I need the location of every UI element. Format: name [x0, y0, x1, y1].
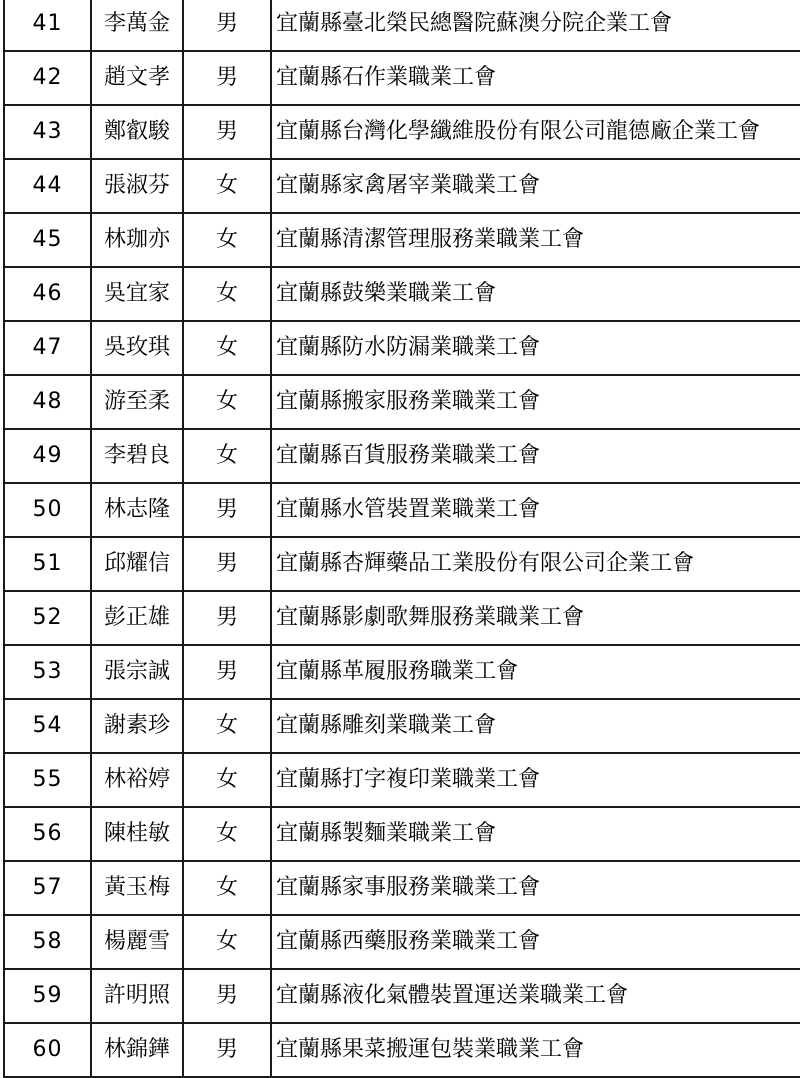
gender-cell: 男 — [183, 0, 271, 51]
gender-cell: 男 — [183, 537, 271, 591]
table-row — [4, 483, 800, 537]
table-row — [4, 591, 800, 645]
gender-cell: 女 — [183, 159, 271, 213]
organization-cell: 宜蘭縣石作業職業工會 — [271, 51, 800, 105]
gender-cell: 男 — [183, 483, 271, 537]
member-name-cell: 陳桂敏 — [91, 807, 183, 861]
organization-cell: 宜蘭縣製麵業職業工會 — [271, 807, 800, 861]
organization-cell: 宜蘭縣水管裝置業職業工會 — [271, 483, 800, 537]
table-row — [4, 699, 800, 753]
organization-cell: 宜蘭縣革履服務職業工會 — [271, 645, 800, 699]
table-row — [4, 375, 800, 429]
row-number-cell: 50 — [4, 483, 91, 537]
organization-cell: 宜蘭縣家禽屠宰業職業工會 — [271, 159, 800, 213]
gender-cell: 女 — [183, 429, 271, 483]
table-row — [4, 537, 800, 591]
row-number-cell: 59 — [4, 969, 91, 1023]
member-name-cell: 吳宜家 — [91, 267, 183, 321]
member-name-cell: 張淑芬 — [91, 159, 183, 213]
organization-cell: 宜蘭縣防水防漏業職業工會 — [271, 321, 800, 375]
member-name-cell: 林裕婷 — [91, 753, 183, 807]
table-body — [4, 0, 800, 1077]
row-number-cell: 57 — [4, 861, 91, 915]
member-name-cell: 李萬金 — [91, 0, 183, 51]
row-number-cell: 48 — [4, 375, 91, 429]
member-name-cell: 林珈亦 — [91, 213, 183, 267]
gender-cell: 男 — [183, 645, 271, 699]
table-row — [4, 753, 800, 807]
organization-cell: 宜蘭縣台灣化學纖維股份有限公司龍德廠企業工會 — [271, 105, 800, 159]
table-row — [4, 267, 800, 321]
table-row — [4, 51, 800, 105]
row-number-cell: 44 — [4, 159, 91, 213]
gender-cell: 男 — [183, 51, 271, 105]
gender-cell: 女 — [183, 807, 271, 861]
member-name-cell: 林志隆 — [91, 483, 183, 537]
member-name-cell: 黃玉梅 — [91, 861, 183, 915]
table-row — [4, 213, 800, 267]
organization-cell: 宜蘭縣雕刻業職業工會 — [271, 699, 800, 753]
gender-cell: 男 — [183, 1023, 271, 1077]
table-row — [4, 105, 800, 159]
organization-cell: 宜蘭縣清潔管理服務業職業工會 — [271, 213, 800, 267]
gender-cell: 女 — [183, 753, 271, 807]
table-row — [4, 645, 800, 699]
row-number-cell: 42 — [4, 51, 91, 105]
row-number-cell: 41 — [4, 0, 91, 51]
gender-cell: 女 — [183, 213, 271, 267]
member-name-cell: 楊麗雪 — [91, 915, 183, 969]
gender-cell: 女 — [183, 915, 271, 969]
gender-cell: 男 — [183, 105, 271, 159]
gender-cell: 女 — [183, 267, 271, 321]
table-row — [4, 915, 800, 969]
row-number-cell: 51 — [4, 537, 91, 591]
organization-cell: 宜蘭縣家事服務業職業工會 — [271, 861, 800, 915]
member-name-cell: 許明照 — [91, 969, 183, 1023]
member-name-cell: 邱耀信 — [91, 537, 183, 591]
table-row — [4, 321, 800, 375]
row-number-cell: 52 — [4, 591, 91, 645]
row-number-cell: 53 — [4, 645, 91, 699]
gender-cell: 男 — [183, 969, 271, 1023]
organization-cell: 宜蘭縣打字複印業職業工會 — [271, 753, 800, 807]
gender-cell: 男 — [183, 591, 271, 645]
table-row — [4, 807, 800, 861]
row-number-cell: 55 — [4, 753, 91, 807]
member-name-cell: 謝素珍 — [91, 699, 183, 753]
row-number-cell: 49 — [4, 429, 91, 483]
organization-cell: 宜蘭縣液化氣體裝置運送業職業工會 — [271, 969, 800, 1023]
row-number-cell: 46 — [4, 267, 91, 321]
table-row — [4, 159, 800, 213]
table-row — [4, 1023, 800, 1077]
organization-cell: 宜蘭縣杏輝藥品工業股份有限公司企業工會 — [271, 537, 800, 591]
organization-cell: 宜蘭縣果菜搬運包裝業職業工會 — [271, 1023, 800, 1077]
row-number-cell: 43 — [4, 105, 91, 159]
row-number-cell: 45 — [4, 213, 91, 267]
member-name-cell: 鄭叡駿 — [91, 105, 183, 159]
table-row — [4, 861, 800, 915]
gender-cell: 女 — [183, 375, 271, 429]
member-name-cell: 游至柔 — [91, 375, 183, 429]
member-name-cell: 張宗誠 — [91, 645, 183, 699]
gender-cell: 女 — [183, 861, 271, 915]
member-name-cell: 林錦鏵 — [91, 1023, 183, 1077]
organization-cell: 宜蘭縣鼓樂業職業工會 — [271, 267, 800, 321]
gender-cell: 女 — [183, 699, 271, 753]
member-name-cell: 趙文孝 — [91, 51, 183, 105]
member-name-cell: 李碧良 — [91, 429, 183, 483]
organization-cell: 宜蘭縣西藥服務業職業工會 — [271, 915, 800, 969]
member-name-cell: 吳玫琪 — [91, 321, 183, 375]
row-number-cell: 54 — [4, 699, 91, 753]
row-number-cell: 56 — [4, 807, 91, 861]
row-number-cell: 60 — [4, 1023, 91, 1077]
organization-cell: 宜蘭縣搬家服務業職業工會 — [271, 375, 800, 429]
organization-cell: 宜蘭縣臺北榮民總醫院蘇澳分院企業工會 — [271, 0, 800, 51]
row-number-cell: 47 — [4, 321, 91, 375]
member-name-cell: 彭正雄 — [91, 591, 183, 645]
table-row — [4, 429, 800, 483]
member-roster-table — [3, 0, 800, 1078]
gender-cell: 女 — [183, 321, 271, 375]
organization-cell: 宜蘭縣影劇歌舞服務業職業工會 — [271, 591, 800, 645]
table-row — [4, 0, 800, 51]
table-row — [4, 969, 800, 1023]
organization-cell: 宜蘭縣百貨服務業職業工會 — [271, 429, 800, 483]
row-number-cell: 58 — [4, 915, 91, 969]
